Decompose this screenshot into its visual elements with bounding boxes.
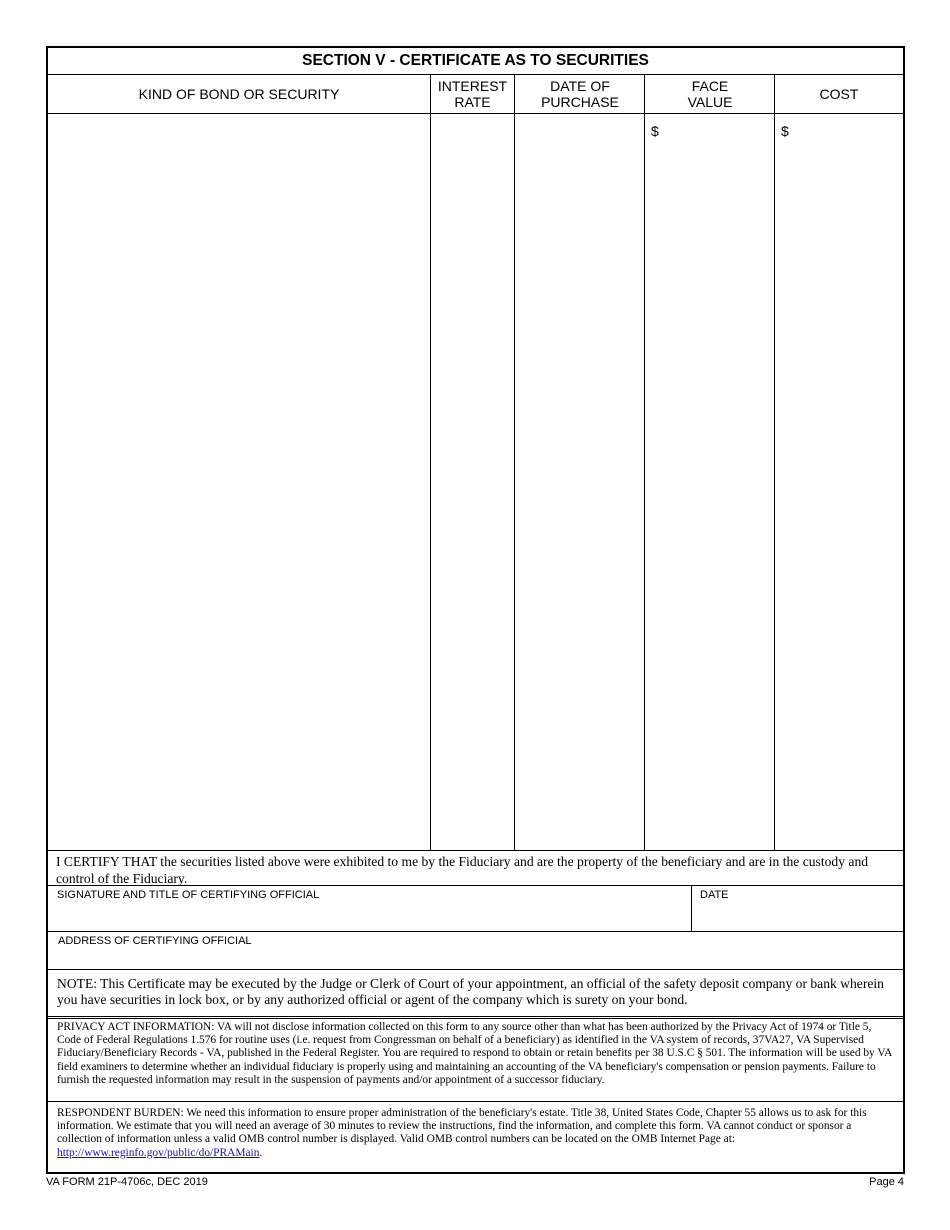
header-interest-rate (431, 75, 514, 114)
cost-entry[interactable] (775, 114, 903, 850)
header-interest-line2: RATE (454, 94, 491, 110)
address-field[interactable] (48, 931, 903, 970)
privacy-act-text: PRIVACY ACT INFORMATION: VA will not disclose information collected on this form to any source other than what has been authorized by the Privacy Act of 1974 or Title 5, Code of Federal Regulations 1.576 for routine uses (i.e. request from Congressman on behalf of a beneficiary) as identified in the VA system of records, 37VA27, VA Supervised Fiduciary/Beneficiary Records - VA, published in the Federal Register. You are required to respond to obtain or retain benefits per 38 U.S.C § 501. The information will be used by VA field examiners to determine whether an individual fiduciary is properly using and maintaining an accounting of the VA beneficiary's compensation or pension payments. Failure to furnish the requested information may result in the suspension of payments and/or appointment of a successor fiduciary. (48, 1016, 903, 1101)
header-date-line1: DATE OF (550, 78, 610, 94)
header-kind-of-bond (48, 75, 430, 114)
omb-link[interactable]: http://www.reginfo.gov/public/do/PRAMain (57, 1146, 260, 1159)
face-value-dollar-sign: $ (651, 123, 659, 139)
respondent-burden-text: RESPONDENT BURDEN: We need this information to ensure proper administration of the beneficiary's estate. Title 38, United States Code, Chapter 55 allows us to ask for this information. We estimate that you will need an average of 30 minutes to review the instructions, find the information, and complete this form. VA cannot conduct or sponsor a collection of information unless a valid OMB control number is displayed. Valid OMB control numbers can be located on the OMB Internet Page at: (57, 1107, 867, 1146)
header-face-value (645, 75, 775, 114)
header-date-of-purchase (515, 75, 645, 114)
header-kind-label: KIND OF BOND OR SECURITY (138, 86, 340, 102)
header-face-line1: FACE (691, 78, 729, 94)
note-text: NOTE: This Certificate may be executed by the Judge or Clerk of Court of your appointment, an official of the safety deposit company or bank wherein you have securities in lock box, or by any authorized official or agent of the company which is surety on your bond. (48, 969, 903, 1016)
kind-of-bond-entry[interactable] (48, 114, 430, 850)
face-value-entry[interactable] (645, 114, 774, 850)
header-interest-label (438, 78, 507, 110)
respondent-burden (48, 1101, 903, 1172)
respondent-burden-end: . (259, 1146, 263, 1159)
header-cost (775, 75, 903, 114)
address-label: ADDRESS OF CERTIFYING OFFICIAL (58, 935, 252, 947)
header-interest-line1: INTEREST (437, 78, 508, 94)
signature-row (48, 885, 903, 932)
page-number: Page 4 (869, 1176, 904, 1188)
securities-certificate-form (46, 46, 905, 1174)
header-face-line2: VALUE (687, 94, 733, 110)
certification-statement: I CERTIFY THAT the securities listed above were exhibited to me by the Fiduciary and are the property of the beneficiary and are in the custody and control of the Fiduciary. (48, 850, 903, 885)
section-title: SECTION V - CERTIFICATE AS TO SECURITIES (48, 48, 903, 75)
interest-rate-entry[interactable] (431, 114, 514, 850)
form-id: VA FORM 21P-4706c, DEC 2019 (46, 1176, 208, 1188)
header-date-line2: PURCHASE (541, 94, 619, 110)
date-field[interactable] (691, 886, 904, 932)
cost-dollar-sign: $ (781, 123, 789, 139)
header-face-label (688, 78, 733, 110)
date-of-purchase-entry[interactable] (515, 114, 644, 850)
signature-label: SIGNATURE AND TITLE OF CERTIFYING OFFICIAL (57, 889, 320, 901)
date-label: DATE (700, 889, 729, 901)
header-date-label (541, 78, 619, 110)
header-cost-label: COST (819, 86, 859, 102)
